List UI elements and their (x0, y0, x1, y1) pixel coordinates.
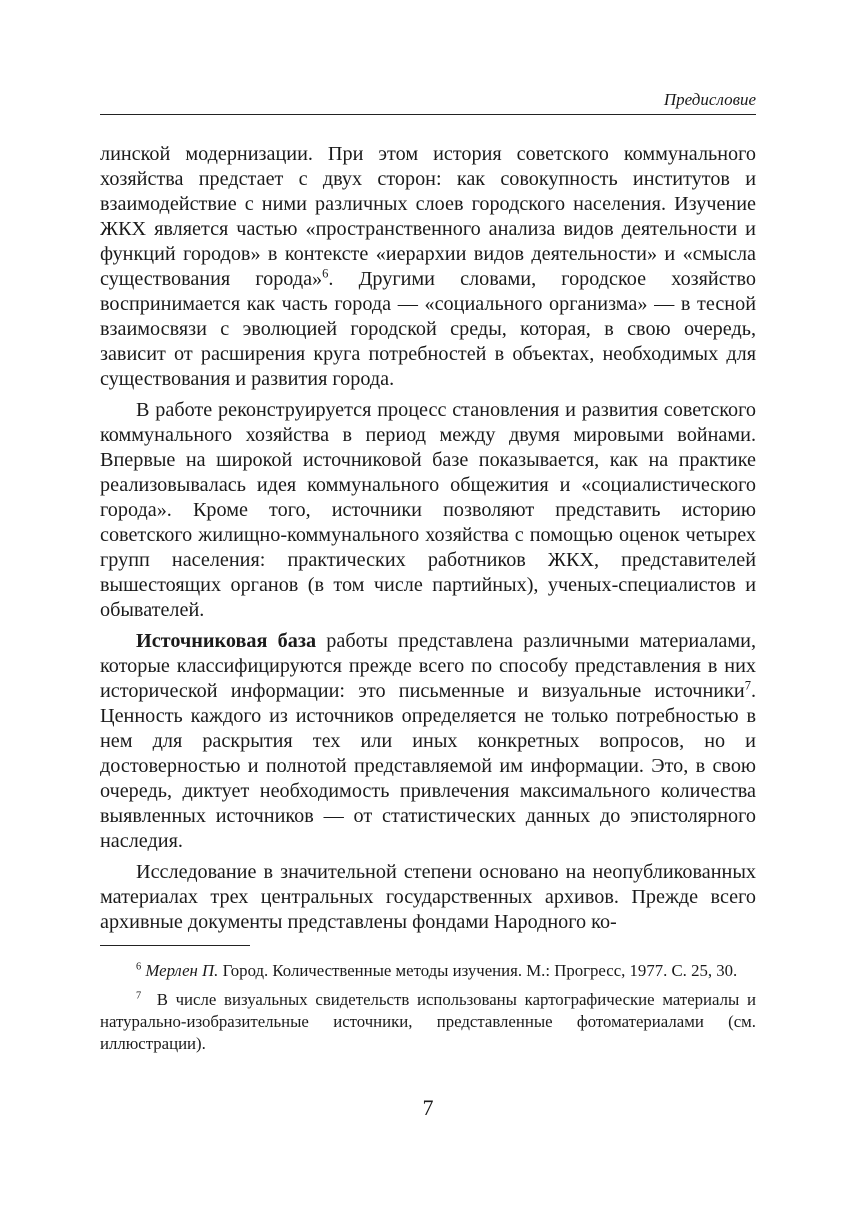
header-rule (100, 114, 756, 115)
paragraph-1-text-a: линской модернизации. При этом история советского коммунального хозяйства предстает с двух сторон: как совокупность институтов и взаимодействие с ними различных слоев городского населения. Изучение ЖКХ является частью «пространственного анализа видов деятельности и функций городов» в контексте «иерархии видов деятельности» и «смысла существования города» (100, 143, 756, 290)
paragraph-2: В работе реконструируется процесс становления и развития советского коммунального хозяйства в период между двумя мировыми войнами. Впервые на широкой источниковой базе показывается, как на практике реализовывалась идея коммунального общежития и «социалистического города». Кроме того, источники позволяют представить историю советского жилищно-коммунального хозяйства с помощью оценок четырех групп населения: практических работников ЖКХ, представителей вышестоящих органов (в том числе партийных), ученых-специалистов и обывателей. (100, 399, 756, 621)
footnote-separator (100, 945, 250, 946)
running-head: Предисловие (663, 90, 756, 109)
footnote-6-text: Город. Количественные методы изучения. М.: Прогресс, 1977. С. 25, 30. (218, 961, 738, 980)
paragraph-1 (100, 142, 756, 392)
paragraph-3 (100, 629, 756, 854)
footnote-ref-6: 6 (322, 266, 329, 281)
footnote-6-number: 6 (136, 961, 142, 973)
main-text (100, 142, 756, 935)
footnote-7-text: В числе визуальных свидетельств использованы картографические материалы и натурально-изобразительные источники, представленные фотоматериалами (см. иллюстрации). (100, 990, 756, 1053)
paragraph-3-bold-term: Источниковая база (136, 630, 317, 652)
footnotes (100, 960, 756, 1062)
footnote-7-number: 7 (136, 990, 142, 1002)
paragraph-1-text-b: . Другими словами, городское хозяйство воспринимается как часть города — «социального организма» — в тесной взаимосвязи с эволюцией городской среды, которая, в свою очередь, зависит от расширения круга потребностей в объектах, необходимых для существования и развития города. (100, 268, 756, 390)
paragraph-3-text-b: . Ценность каждого из источников определяется не только потребностью в нем для раскрытия тех или иных конкретных вопросов, но и достоверностью и полнотой представляемой им информации. Это, в свою очередь, диктует необходимость привлечения максимального количества выявленных источников — от статистических данных до эпистолярного наследия. (100, 680, 756, 852)
footnote-ref-7: 7 (744, 678, 751, 693)
footnote-7 (100, 989, 756, 1055)
footnote-6-author: Мерлен П. (145, 961, 219, 980)
paragraph-4: Исследование в значительной степени основано на неопубликованных материалах трех центральных государственных архивов. Прежде всего архивные документы представлены фондами Народного ко- (100, 861, 756, 933)
paragraph-3-text-a: работы представлена различными материалами, которые классифицируются прежде всего по способу представления в них исторической информации: это письменные и визуальные источники (100, 630, 756, 702)
page-number: 7 (422, 1095, 434, 1120)
footnote-6 (100, 960, 756, 982)
